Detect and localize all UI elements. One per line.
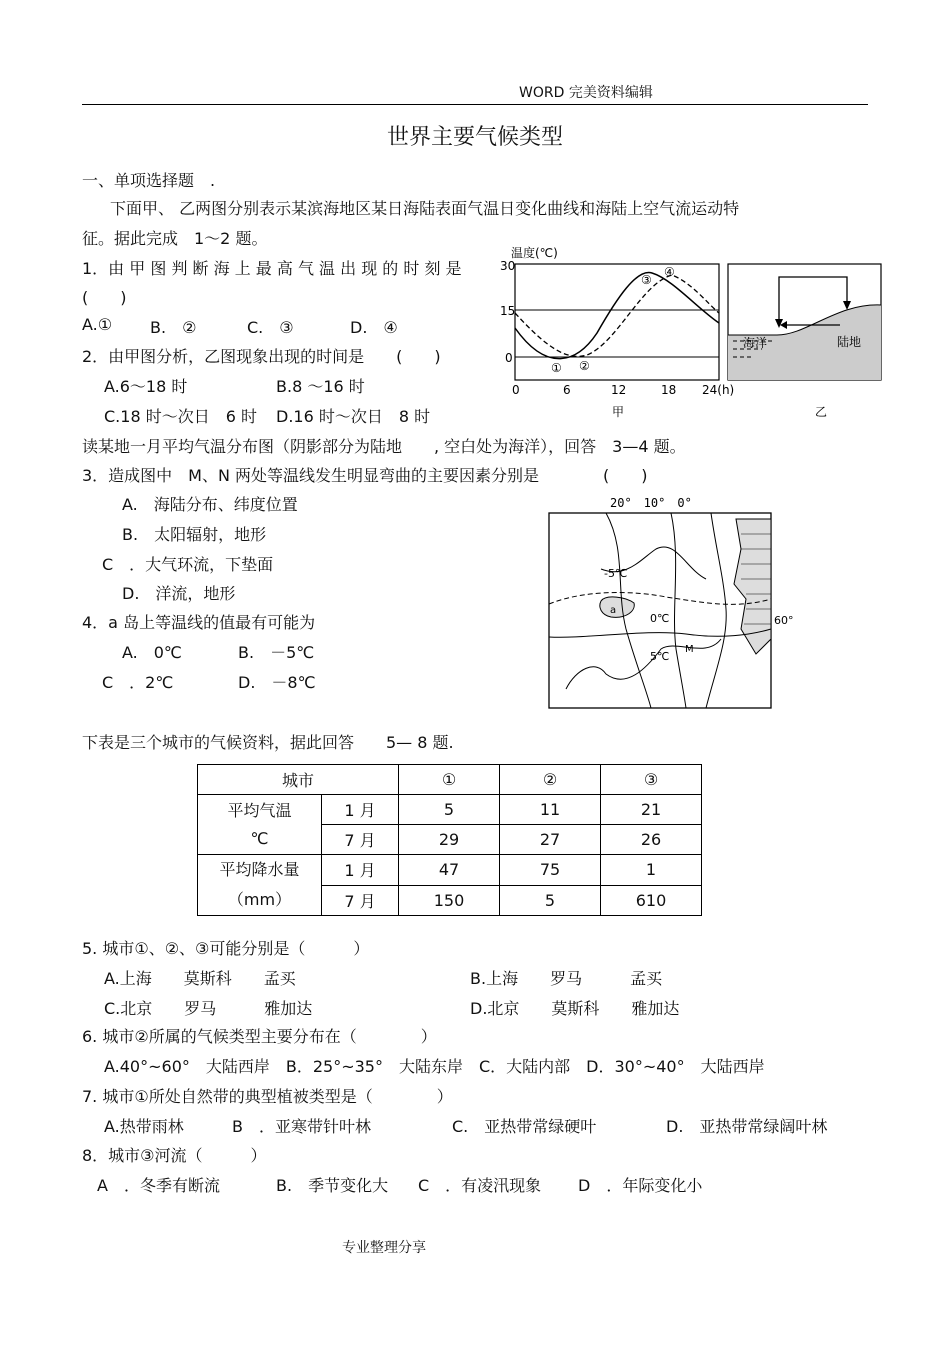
q3-stem: 3．造成图中 M、N 两处等温线发生明显弯曲的主要因素分别是 ( ) [82,466,648,485]
table-cell: 27 [500,825,601,855]
section-heading: 一、单项选择题 . [82,171,216,190]
q2-option-a: A.6～18 时 [104,377,188,396]
q1-stem: 1．由 甲 图 判 断 海 上 最 高 气 温 出 现 的 时 刻 是 [82,259,462,278]
q8-option-d: D ．年际变化小 [578,1176,703,1195]
q4-option-a: A. 0℃ [122,643,182,662]
table-cell: 21 [601,795,702,825]
table-row [198,765,702,795]
q7-stem: 7. 城市①所处自然带的典型植被类型是（ ） [82,1087,453,1106]
temp-label: 平均气温 ℃ [198,795,322,855]
q5-option-c: C.北京 罗马 雅加达 [104,999,313,1018]
month-jul: 7 月 [322,825,399,855]
table-cell: 150 [399,885,500,916]
q2-stem: 2．由甲图分析，乙图现象出现的时间是 ( ) [82,347,441,366]
fig2-iso-minus5: -5℃ [604,567,628,580]
marker-2: ② [579,359,590,373]
month-jul: 7 月 [322,885,399,916]
q6-stem: 6. 城市②所属的气候类型主要分布在（ ） [82,1027,437,1046]
fig1-xtick: 6 [563,383,571,397]
table-cell: 29 [399,825,500,855]
table-cell: 5 [399,795,500,825]
table-cell: 26 [601,825,702,855]
fig1-caption-a: 甲 [612,405,625,419]
marker-4: ④ [664,265,675,279]
q5-option-b: B.上海 罗马 孟买 [470,969,663,988]
table-cell: 610 [601,885,702,916]
header-text: WORD 完美资料编辑 [519,85,653,101]
fig2-iso-0: 0℃ [650,612,670,625]
fig2-lat-60: 60° [774,614,794,627]
table-header-city3: ③ [601,765,702,795]
q2-option-d: D.16 时～次日 8 时 [276,407,431,426]
fig1-ocean-label: 海洋 [743,336,768,350]
q7-option-b: B ．亚寒带针叶林 [232,1117,371,1136]
table-cell: 11 [500,795,601,825]
q1-paren: ( ) [82,288,127,307]
q1-option-d: D. ④ [350,318,398,337]
q5-option-a: A.上海 莫斯科 孟买 [104,969,296,988]
month-jan: 1 月 [322,795,399,825]
table-cell: 1 [601,855,702,886]
q5-stem: 5. 城市①、②、③可能分别是（ ） [82,939,370,958]
intro-line-2: 征。据此完成 1～2 题。 [82,229,268,248]
fig1-ytick: 15 [500,304,516,318]
q4-option-b: B. －5℃ [238,643,315,662]
rain-label: 平均降水量 （mm） [198,855,322,916]
fig1-xtick: 24(h) [702,383,735,397]
q8-option-a: A ．冬季有断流 [97,1176,220,1195]
q8-stem: 8．城市③河流（ ） [82,1146,267,1165]
fig2-longitudes: 20° 10° 0° [610,496,692,510]
marker-1: ① [551,361,562,375]
fig2-iso-5: 5℃ [650,650,670,663]
q5-option-d: D.北京 莫斯科 雅加达 [470,999,680,1018]
fig2-island-a: a [610,605,617,616]
q1-option-a: A.① [82,315,113,334]
fig1-caption-b: 乙 [815,405,828,419]
fig1-land-label: 陆地 [837,335,862,349]
q3-option-a: A. 海陆分布、纬度位置 [122,495,298,514]
q4-option-d: D. －8℃ [238,673,316,692]
month-jan: 1 月 [322,855,399,886]
q3-option-d: D. 洋流，地形 [122,584,236,603]
q1-option-b: B. ② [150,318,197,337]
q2-option-b: B.8 ～16 时 [276,377,365,396]
fig1-ylabel: 温度(℃) [511,246,558,260]
q4-stem: 4．a 岛上等温线的值最有可能为 [82,613,316,632]
page-title: 世界主要气候类型 [386,125,563,150]
fig1-xtick: 18 [661,383,677,397]
q3-option-b: B. 太阳辐射，地形 [122,525,267,544]
q4-option-c: C ．2℃ [102,673,174,692]
fig1-diagram [497,243,883,420]
intro-line-4: 下表是三个城市的气候资料，据此回答 5— 8 题. [82,733,454,752]
intro-line-3: 读某地一月平均气温分布图（阴影部分为陆地 , 空白处为海洋），回答 3—4 题。 [82,437,686,456]
marker-3: ③ [641,273,652,287]
fig1-ytick: 30 [500,259,516,273]
q3-option-c: C ．大气环流，下垫面 [102,555,274,574]
q7-option-a: A.热带雨林 [104,1117,184,1136]
header-rule [82,104,868,105]
q8-option-b: B. 季节变化大 [276,1176,389,1195]
fig2-point-m: M [685,644,694,655]
table-header-city1: ① [399,765,500,795]
table-cell: 47 [399,855,500,886]
table-cell: 5 [500,885,601,916]
climate-table [197,764,702,916]
q6-options: A.40°~60° 大陆西岸 B．25°~35° 大陆东岸 C．大陆内部 D．30°~40° 大陆西岸 [104,1057,765,1076]
fig1-xtick: 0 [512,383,520,397]
q7-option-c: C. 亚热带常绿硬叶 [452,1117,597,1136]
fig1-xtick: 12 [611,383,627,397]
intro-line-1: 下面甲、 乙两图分别表示某滨海地区某日海陆表面气温日变化曲线和海陆上空气流运动特 [110,199,740,218]
table-row [198,855,702,886]
sea-temp-curve [515,275,719,356]
table-header-city: 城市 [198,765,399,795]
table-row [198,795,702,825]
footer-text: 专业整理分享 [342,1240,426,1256]
q2-option-c: C.18 时～次日 6 时 [104,407,257,426]
fig2-isotherm-map [546,489,800,711]
table-cell: 75 [500,855,601,886]
fig1-ytick: 0 [505,351,513,365]
q8-option-c: C ．有凌汛现象 [418,1176,542,1195]
q7-option-d: D. 亚热带常绿阔叶林 [666,1117,828,1136]
table-header-city2: ② [500,765,601,795]
q1-option-c: C. ③ [247,318,294,337]
